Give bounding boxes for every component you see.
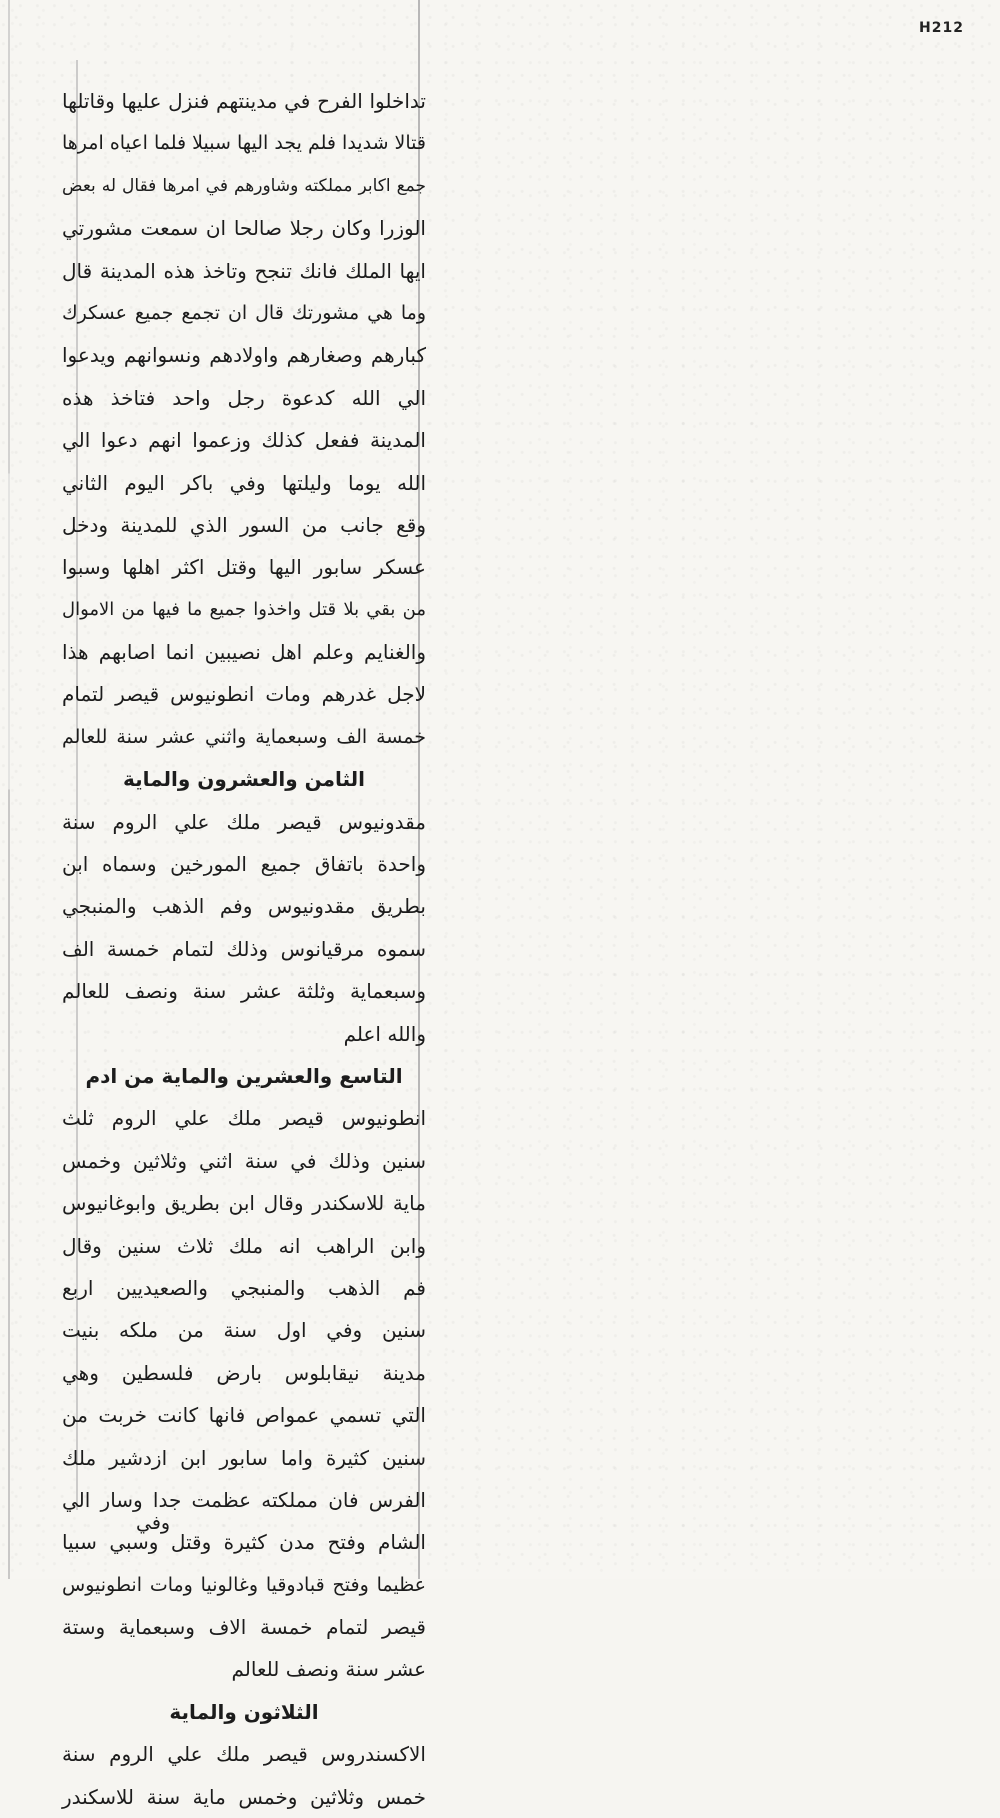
text-line: جمع اكابر مملكته وشاورهم في امرها فقال له بعض bbox=[62, 175, 426, 196]
section-heading: التاسع والعشرين والماية من ادم bbox=[85, 1063, 403, 1088]
text-line: عظيما وفتح قبادوقيا وغالونيا ومات انطونيوس bbox=[62, 1573, 426, 1596]
text-line: خمس وثلاثين وخمس ماية سنة للاسكندر bbox=[62, 1784, 426, 1809]
text-line: ايها الملك فانك تنجح وتاخذ هذه المدينة قال bbox=[62, 258, 426, 283]
text-line: فم الذهب والمنبجي والصعيديين اربع bbox=[62, 1275, 426, 1300]
text-line: بطريق مقدونيوس وفم الذهب والمنبجي bbox=[62, 894, 426, 919]
text-line: مقدونيوس قيصر ملك علي الروم سنة bbox=[62, 809, 426, 834]
text-line: من بقي بلا قتل واخذوا جميع ما فيها من الاموال bbox=[62, 598, 426, 620]
text-line: وما هي مشورتك قال ان تجمع جميع عسكرك bbox=[62, 301, 426, 324]
folio-number: H212 bbox=[919, 20, 964, 36]
text-line: واحدة باتفاق جميع المورخين وسماه ابن bbox=[62, 852, 426, 877]
text-line: تداخلوا الفرح في مدينتهم فنزل عليها وقاتلها bbox=[62, 89, 426, 113]
text-line: عشر سنة ونصف للعالم bbox=[231, 1657, 426, 1682]
text-line: الوزرا وكان رجلا صالحا ان سمعت مشورتي bbox=[62, 216, 426, 241]
text-line: الله يوما وليلتها وفي باكر اليوم الثاني bbox=[62, 470, 426, 495]
text-line: الاكسندروس قيصر ملك علي الروم سنة bbox=[62, 1742, 426, 1767]
text-line: ماية للاسكندر وقال ابن بطريق وابوغانيوس bbox=[62, 1191, 426, 1216]
text-line: سموه مرقيانوس وذلك لتمام خمسة الف bbox=[62, 936, 426, 961]
section-heading: الثامن والعشرون والماية bbox=[122, 767, 366, 792]
text-line: التي تسمي عمواص فانها كانت خربت من bbox=[62, 1403, 426, 1428]
text-line: سنين كثيرة واما سابور ابن ازدشير ملك bbox=[62, 1445, 426, 1470]
text-line: والغنايم وعلم اهل نصيبين انما اصابهم هذا bbox=[62, 640, 426, 665]
manuscript-text bbox=[62, 80, 426, 1818]
text-line: سنين وذلك في سنة اثني وثلاثين وخمس bbox=[62, 1148, 426, 1173]
text-line: وقع جانب من السور الذي للمدينة ودخل bbox=[62, 512, 426, 537]
section-heading: الثلاثون والماية bbox=[169, 1699, 319, 1724]
text-line: انطونيوس قيصر ملك علي الروم ثلث bbox=[62, 1106, 426, 1131]
catchword: وفي bbox=[136, 1512, 171, 1534]
text-line: قتالا شديدا فلم يجد اليها سبيلا فلما اعياه امرها bbox=[62, 132, 426, 155]
text-line: لاجل غدرهم ومات انطونيوس قيصر لتمام bbox=[62, 682, 426, 707]
text-line: كبارهم وصغارهم واولادهم ونسوانهم ويدعوا bbox=[62, 343, 426, 368]
text-line: قيصر لتمام خمسة الاف وسبعماية وستة bbox=[62, 1615, 426, 1640]
text-line: سنين وفي اول سنة من ملكه بنيت bbox=[62, 1318, 426, 1343]
text-line: وسبعماية وثلثة عشر سنة ونصف للعالم bbox=[62, 979, 426, 1004]
text-line: الي الله كدعوة رجل واحد فتاخذ هذه bbox=[62, 385, 426, 410]
text-line: مدينة نيقابلوس بارض فلسطين وهي bbox=[62, 1360, 426, 1385]
scan-edge bbox=[8, 0, 10, 1579]
text-line: والله اعلم bbox=[343, 1021, 426, 1046]
text-line: عسكر سابور اليها وقتل اكثر اهلها وسبوا bbox=[62, 555, 426, 580]
text-line: وابن الراهب انه ملك ثلاث سنين وقال bbox=[62, 1233, 426, 1258]
text-line: الشام وفتح مدن كثيرة وقتل وسبي سبيا bbox=[62, 1530, 426, 1555]
text-line: خمسة الف وسبعماية واثني عشر سنة للعالم bbox=[62, 725, 426, 748]
text-line: المدينة ففعل كذلك وزعموا انهم دعوا الي bbox=[62, 428, 426, 453]
text-line: الفرس فان مملكته عظمت جدا وسار الي bbox=[62, 1487, 426, 1512]
